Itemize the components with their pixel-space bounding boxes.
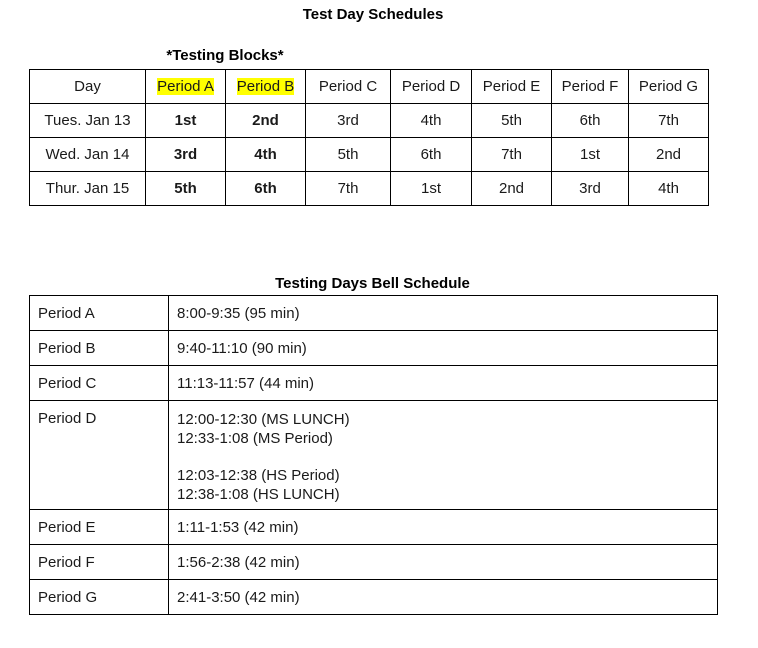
testing-blocks-table <box>29 69 709 206</box>
header-period-c: Period C <box>306 70 391 104</box>
header-period-a <box>146 70 226 104</box>
highlighted-label: Period B <box>236 78 295 95</box>
table-row <box>30 104 709 138</box>
table-row <box>30 580 718 615</box>
ms-lunch-time: 12:00-12:30 (MS LUNCH) <box>177 411 350 428</box>
period-label: Period A <box>30 296 169 331</box>
cell: 6th <box>552 104 629 138</box>
day-cell: Tues. Jan 13 <box>30 104 146 138</box>
table-header-row <box>30 70 709 104</box>
table-row <box>30 545 718 580</box>
header-period-g: Period G <box>629 70 709 104</box>
header-period-e: Period E <box>472 70 552 104</box>
table-row <box>30 401 718 510</box>
hs-lunch-time: 12:38-1:08 (HS LUNCH) <box>177 486 340 503</box>
period-label: Period C <box>30 366 169 401</box>
cell: 2nd <box>472 172 552 206</box>
cell: 4th <box>629 172 709 206</box>
period-label: Period D <box>30 401 169 510</box>
period-time-split <box>169 401 718 510</box>
cell: 5th <box>146 172 226 206</box>
bell-schedule-table <box>29 295 718 615</box>
cell: 3rd <box>306 104 391 138</box>
cell: 5th <box>306 138 391 172</box>
day-cell: Thur. Jan 15 <box>30 172 146 206</box>
table-row <box>30 366 718 401</box>
header-period-b <box>226 70 306 104</box>
spacer <box>177 448 709 466</box>
period-time: 1:56-2:38 (42 min) <box>169 545 718 580</box>
header-period-d: Period D <box>391 70 472 104</box>
period-label: Period G <box>30 580 169 615</box>
cell: 2nd <box>629 138 709 172</box>
header-day: Day <box>30 70 146 104</box>
period-time: 1:11-1:53 (42 min) <box>169 510 718 545</box>
hs-period-time: 12:03-12:38 (HS Period) <box>177 467 340 484</box>
cell: 5th <box>472 104 552 138</box>
table-row <box>30 510 718 545</box>
cell: 6th <box>226 172 306 206</box>
cell: 1st <box>391 172 472 206</box>
bell-schedule-title: Testing Days Bell Schedule <box>275 275 470 292</box>
table-row <box>30 138 709 172</box>
cell: 1st <box>552 138 629 172</box>
page-title: Test Day Schedules <box>302 6 444 23</box>
cell: 7th <box>629 104 709 138</box>
cell: 2nd <box>226 104 306 138</box>
period-time: 8:00-9:35 (95 min) <box>169 296 718 331</box>
table-row <box>30 172 709 206</box>
cell: 7th <box>472 138 552 172</box>
cell: 4th <box>226 138 306 172</box>
period-time: 2:41-3:50 (42 min) <box>169 580 718 615</box>
period-label: Period B <box>30 331 169 366</box>
cell: 7th <box>306 172 391 206</box>
cell: 4th <box>391 104 472 138</box>
day-cell: Wed. Jan 14 <box>30 138 146 172</box>
table-row <box>30 296 718 331</box>
period-time: 11:13-11:57 (44 min) <box>169 366 718 401</box>
cell: 3rd <box>146 138 226 172</box>
testing-blocks-subtitle: *Testing Blocks* <box>166 47 284 64</box>
period-label: Period E <box>30 510 169 545</box>
cell: 1st <box>146 104 226 138</box>
highlighted-label: Period A <box>157 78 214 95</box>
ms-period-time: 12:33-1:08 (MS Period) <box>177 430 333 447</box>
table-row <box>30 331 718 366</box>
cell: 6th <box>391 138 472 172</box>
period-time: 9:40-11:10 (90 min) <box>169 331 718 366</box>
cell: 3rd <box>552 172 629 206</box>
header-period-f: Period F <box>552 70 629 104</box>
period-label: Period F <box>30 545 169 580</box>
